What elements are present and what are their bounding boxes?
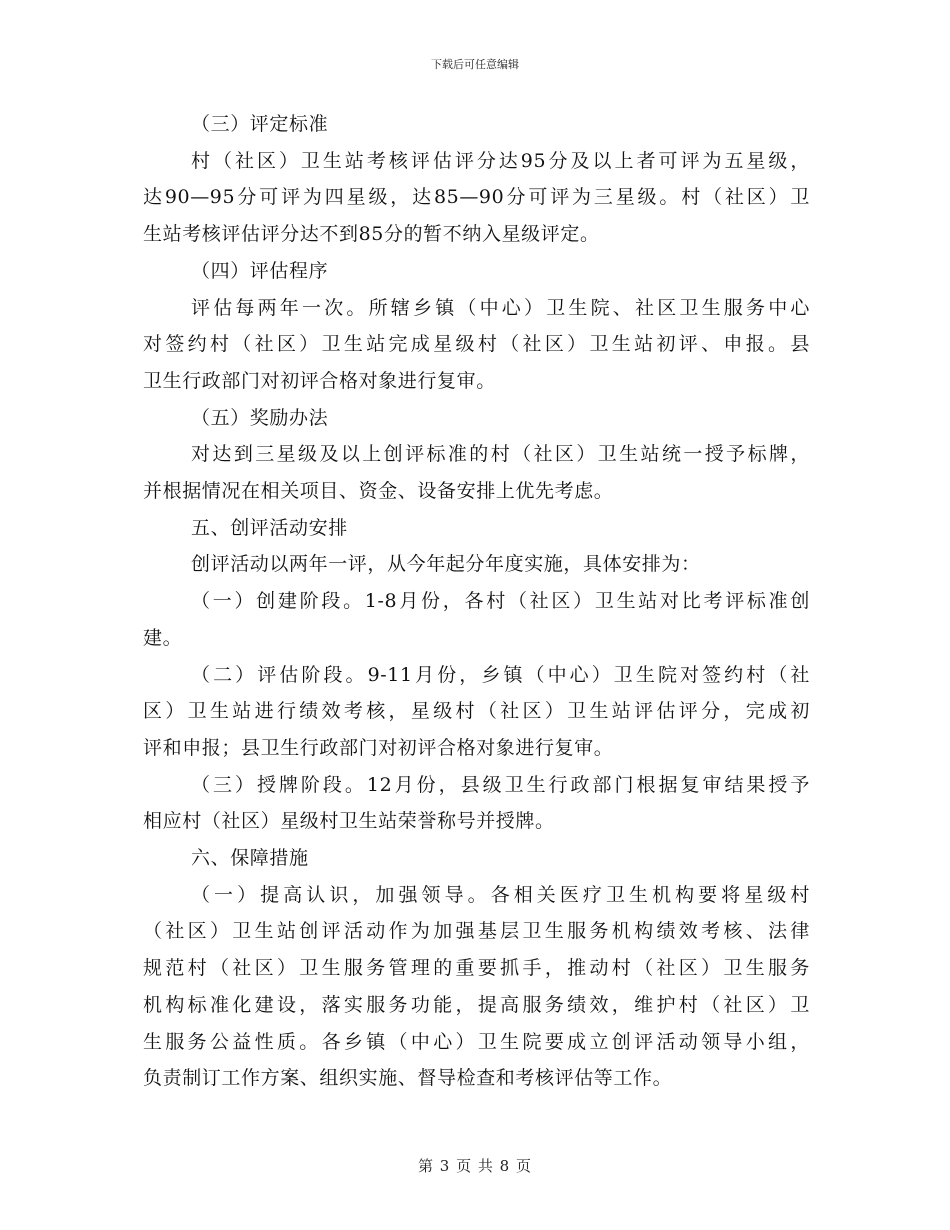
paragraph-line: 相应村（社区）星级村卫生站荣誉称号并授牌。 [143, 810, 555, 833]
paragraph-line: 建。 [143, 626, 183, 649]
paragraph-line: 并根据情况在相关项目、资金、设备安排上优先考虑。 [143, 480, 614, 503]
paragraph-line: 评和申报；县卫生行政部门对初评合格对象进行复审。 [143, 736, 614, 759]
paragraph-line: 创评活动以两年一评，从今年起分年度实施，具体安排为： [191, 553, 701, 576]
paragraph-line: 村（社区）卫生站考核评估评分达95分及以上者可评为五星级， [191, 149, 810, 172]
paragraph-line: 规范村（社区）卫生服务管理的重要抓手，推动村（社区）卫生服务 [143, 957, 810, 980]
section-heading: 六、保障措施 [191, 847, 309, 870]
paragraph-line: 生站考核评估评分达不到85分的暂不纳入星级评定。 [143, 223, 600, 246]
paragraph-line: 评估每两年一次。所辖乡镇（中心）卫生院、社区卫生服务中心 [191, 296, 810, 319]
document-body [143, 106, 810, 1097]
paragraph-line: （一）提高认识，加强领导。各相关医疗卫生机构要将星级村 [191, 883, 810, 906]
section-heading: （四）评估程序 [191, 259, 329, 282]
paragraph-line: （一）创建阶段。1-8月份，各村（社区）卫生站对比考评标准创 [191, 590, 810, 613]
section-heading: （三）评定标准 [191, 113, 329, 135]
paragraph-line: （三）授牌阶段。12月份，县级卫生行政部门根据复审结果授予 [191, 773, 810, 796]
paragraph-line: 机构标准化建设，落实服务功能，提高服务绩效，维护村（社区）卫 [143, 993, 810, 1016]
page-footer: 第 3 页 共 8 页 [418, 1157, 532, 1175]
section-heading: 五、创评活动安排 [191, 516, 348, 539]
paragraph-line: 达90—95分可评为四星级，达85—90分可评为三星级。村（社区）卫 [143, 186, 810, 209]
paragraph-line: （二）评估阶段。9-11月份，乡镇（中心）卫生院对签约村（社 [191, 663, 810, 686]
paragraph-line: 对签约村（社区）卫生站完成星级村（社区）卫生站初评、申报。县 [143, 333, 810, 356]
paragraph-line: 负责制订工作方案、组织实施、督导检查和考核评估等工作。 [143, 1067, 673, 1090]
paragraph-line: 生服务公益性质。各乡镇（中心）卫生院要成立创评活动领导小组， [143, 1030, 810, 1053]
paragraph-line: 卫生行政部门对初评合格对象进行复审。 [143, 369, 496, 392]
page-header: 下载后可任意编辑 [431, 58, 519, 71]
paragraph-line: 区）卫生站进行绩效考核，星级村（社区）卫生站评估评分，完成初 [143, 700, 810, 723]
section-heading: （五）奖励办法 [191, 406, 329, 429]
paragraph-line: 对达到三星级及以上创评标准的村（社区）卫生站统一授予标牌， [191, 443, 810, 466]
paragraph-line: （社区）卫生站创评活动作为加强基层卫生服务机构绩效考核、法律 [143, 920, 810, 943]
